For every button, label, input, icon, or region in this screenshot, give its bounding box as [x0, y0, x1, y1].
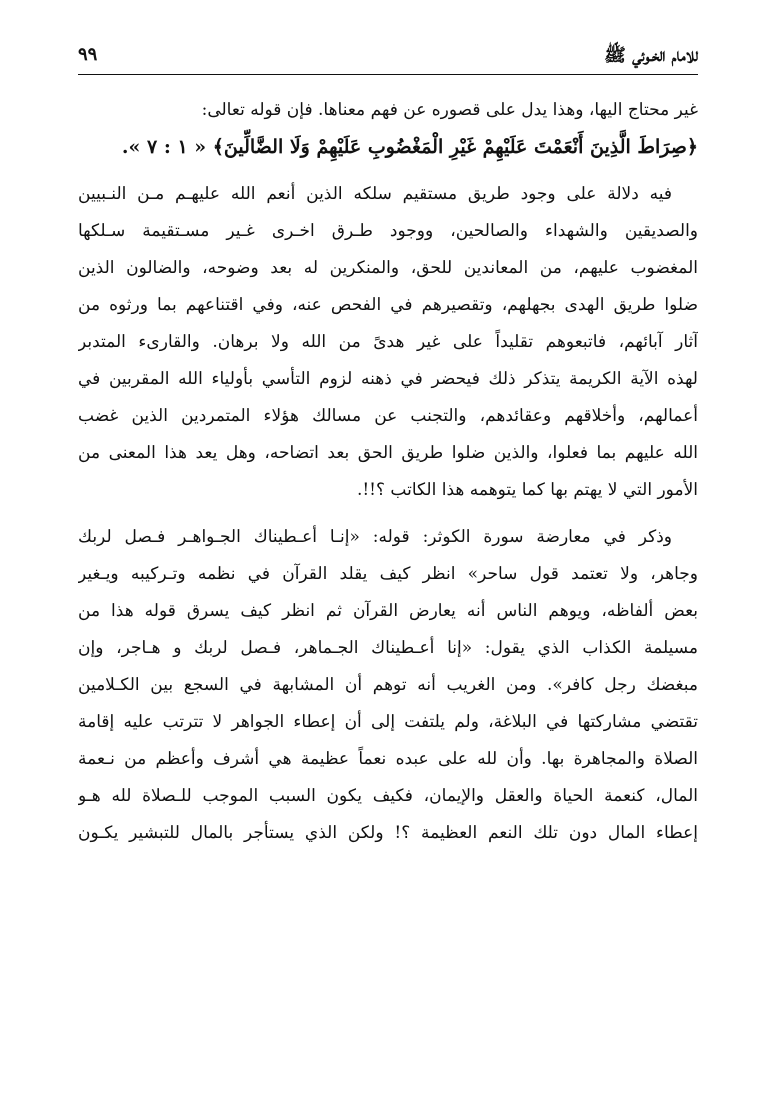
text-line: وجاهر، ولا تعتمد قول ساحر» انظر كيف يقلد القرآن في نظمه وتـركيبه ويـغير [78, 564, 698, 584]
text-line: الصلاة والمجاهرة بها. وأن لله على عبده نعماً عظيمة هي أشرف وأعظم من نـعمة [78, 749, 698, 769]
text-line: آثار آبائهم، فاتبعوهم تقليداً على غير هدىً من الله ولا برهان. والقارىء المتدبر [78, 332, 698, 352]
paragraph-intro [78, 92, 698, 166]
page-number: ٩٩ [78, 44, 98, 65]
text-line: والصديقين والشهداء والصالحين، ووجود طـرق اخـرى غـير مسـتقيمة سـلكها [78, 221, 698, 241]
paragraph-exegesis [78, 176, 698, 509]
header-title: للامام الخـوئي ﷺ [604, 45, 698, 66]
text-line: غير محتاج اليها، وهذا يدل على قصوره عن فهم معناها. فإن قوله تعالى: [201, 100, 698, 120]
text-line: المغضوب عليهم، من المعاندين للحق، والمنكرين له بعد وضوحه، والضالون الذين [78, 258, 698, 278]
text-line: ضلوا طريق الهدى بجهلهم، وتقصيرهم في الفحص عنه، وفي اقتناعهم بما ورثوه من [78, 295, 698, 315]
text-line: مبغضك رجل كافر». ومن الغريب أنه توهم أن المشابهة في السجع بين الكـلامين [78, 675, 698, 695]
text-line: وذكر في معارضة سورة الكوثر: قوله: «إنـا أعـطيناك الجـواهـر فـصل لربك [78, 527, 672, 547]
page-body [78, 92, 698, 852]
paragraph-kawthar [78, 519, 698, 852]
text-line: فيه دلالة على وجود طريق مستقيم سلكه الذين أنعم الله عليهـم مـن النـبيين [78, 184, 672, 204]
quran-verse: ﴿صِرَاطَ الَّذِينَ أَنْعَمْتَ عَلَيْهِمْ غَيْرِ الْمَغْضُوبِ عَلَيْهِمْ وَلَا الضَّالِّينَ﴾ « ١ : ٧ ». [121, 136, 698, 158]
text-line: بعض ألفاظه، ويوهم الناس أنه يعارض القرآن ثم انظر كيف يسرق قوله هذا من [78, 601, 698, 621]
running-header [78, 36, 698, 75]
text-line: المال، كنعمة الحياة والعقل والإيمان، فكيف يكون السبب الموجب للـصلاة لله هـو [78, 786, 698, 806]
text-line: مسيلمة الكذاب الذي يقول: «إنا أعـطيناك الجـماهر، فـصل لربك و هـاجر، وإن [78, 638, 698, 658]
text-line: الله عليهم بما فعلوا، والذين ضلوا طريق الحق بعد اتضاحه، وهل يعد هذا المعنى من [78, 443, 698, 463]
text-line: الأمور التي لا يهتم بها كما يتوهمه هذا الكاتب ؟!!. [356, 480, 698, 500]
text-line: إعطاء المال دون تلك النعم العظيمة ؟! ولكن الذي يستأجر بالمال للتبشير يكـون [78, 823, 698, 843]
text-line: أعمالهم، وأخلاقهم وعقائدهم، والتجنب عن مسالك هؤلاء المتمردين الذين غضب [78, 406, 698, 426]
text-line: لهذه الآية الكريمة يتذكر ذلك فيحضر في ذهنه لزوم التأسي بأولياء الله المقربين في [78, 369, 698, 389]
text-line: تقتضي مشاركتها في البلاغة، ولم يلتفت إلى أن إعطاء الجواهر لا تترتب عليه إقامة [78, 712, 698, 732]
